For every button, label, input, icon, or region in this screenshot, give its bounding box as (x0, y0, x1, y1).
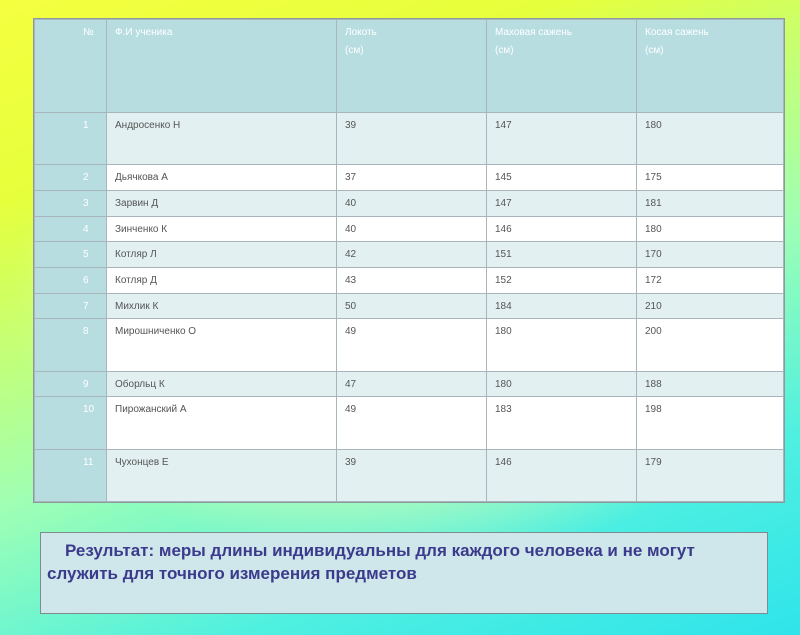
row-num: 10 (35, 397, 107, 449)
measurements-table (34, 19, 784, 502)
header-oblique-sazhen-unit: (см) (645, 45, 664, 56)
row-flying-sazhen: 146 (487, 216, 637, 242)
row-name: Дьячкова А (107, 165, 337, 191)
row-flying-sazhen: 145 (487, 165, 637, 191)
row-name: Оборльц К (107, 371, 337, 397)
header-name: Ф.И ученика (107, 20, 337, 113)
row-oblique-sazhen: 198 (637, 397, 784, 449)
table-row (35, 191, 784, 217)
table-row (35, 397, 784, 449)
row-flying-sazhen: 152 (487, 267, 637, 293)
table-row (35, 319, 784, 371)
row-elbow: 43 (337, 267, 487, 293)
row-name: Мирошниченко О (107, 319, 337, 371)
row-flying-sazhen: 147 (487, 191, 637, 217)
row-elbow: 39 (337, 113, 487, 165)
row-num: 7 (35, 293, 107, 319)
row-oblique-sazhen: 188 (637, 371, 784, 397)
row-name: Зинченко К (107, 216, 337, 242)
result-text: Результат: меры длины индивидуальны для каждого человека и не могут служить для точного измерения предметов (47, 541, 695, 583)
row-oblique-sazhen: 179 (637, 449, 784, 501)
row-elbow: 50 (337, 293, 487, 319)
row-elbow: 42 (337, 242, 487, 268)
row-flying-sazhen: 147 (487, 113, 637, 165)
row-flying-sazhen: 184 (487, 293, 637, 319)
row-flying-sazhen: 180 (487, 319, 637, 371)
header-flying-sazhen-label: Маховая сажень (495, 27, 572, 38)
row-elbow: 40 (337, 191, 487, 217)
row-oblique-sazhen: 180 (637, 216, 784, 242)
table-row (35, 216, 784, 242)
row-num: 2 (35, 165, 107, 191)
row-name: Котляр Л (107, 242, 337, 268)
header-oblique-sazhen (637, 20, 784, 113)
row-name: Михлик К (107, 293, 337, 319)
result-box (40, 532, 768, 614)
row-num: 6 (35, 267, 107, 293)
row-flying-sazhen: 146 (487, 449, 637, 501)
row-num: 1 (35, 113, 107, 165)
row-num: 3 (35, 191, 107, 217)
table-row (35, 165, 784, 191)
header-elbow (337, 20, 487, 113)
row-elbow: 39 (337, 449, 487, 501)
table-row (35, 293, 784, 319)
header-oblique-sazhen-label: Косая сажень (645, 27, 709, 38)
row-oblique-sazhen: 175 (637, 165, 784, 191)
row-num: 8 (35, 319, 107, 371)
row-elbow: 37 (337, 165, 487, 191)
row-name: Зарвин Д (107, 191, 337, 217)
table-row (35, 113, 784, 165)
row-flying-sazhen: 180 (487, 371, 637, 397)
row-num: 9 (35, 371, 107, 397)
row-oblique-sazhen: 200 (637, 319, 784, 371)
header-flying-sazhen-unit: (см) (495, 45, 514, 56)
table-row (35, 371, 784, 397)
row-elbow: 40 (337, 216, 487, 242)
row-oblique-sazhen: 172 (637, 267, 784, 293)
table-row (35, 449, 784, 501)
row-num: 11 (35, 449, 107, 501)
header-elbow-unit: (см) (345, 45, 364, 56)
row-flying-sazhen: 183 (487, 397, 637, 449)
row-elbow: 49 (337, 319, 487, 371)
row-oblique-sazhen: 170 (637, 242, 784, 268)
row-num: 4 (35, 216, 107, 242)
table-row (35, 242, 784, 268)
row-num: 5 (35, 242, 107, 268)
row-elbow: 49 (337, 397, 487, 449)
row-oblique-sazhen: 180 (637, 113, 784, 165)
measurements-table-container (33, 18, 785, 503)
table-row (35, 267, 784, 293)
row-name: Андросенко Н (107, 113, 337, 165)
row-elbow: 47 (337, 371, 487, 397)
row-flying-sazhen: 151 (487, 242, 637, 268)
row-oblique-sazhen: 210 (637, 293, 784, 319)
header-num: № (35, 20, 107, 113)
row-name: Чухонцев Е (107, 449, 337, 501)
table-header-row (35, 20, 784, 113)
header-elbow-label: Локоть (345, 27, 377, 38)
row-oblique-sazhen: 181 (637, 191, 784, 217)
row-name: Котляр Д (107, 267, 337, 293)
header-flying-sazhen (487, 20, 637, 113)
row-name: Пирожанский А (107, 397, 337, 449)
